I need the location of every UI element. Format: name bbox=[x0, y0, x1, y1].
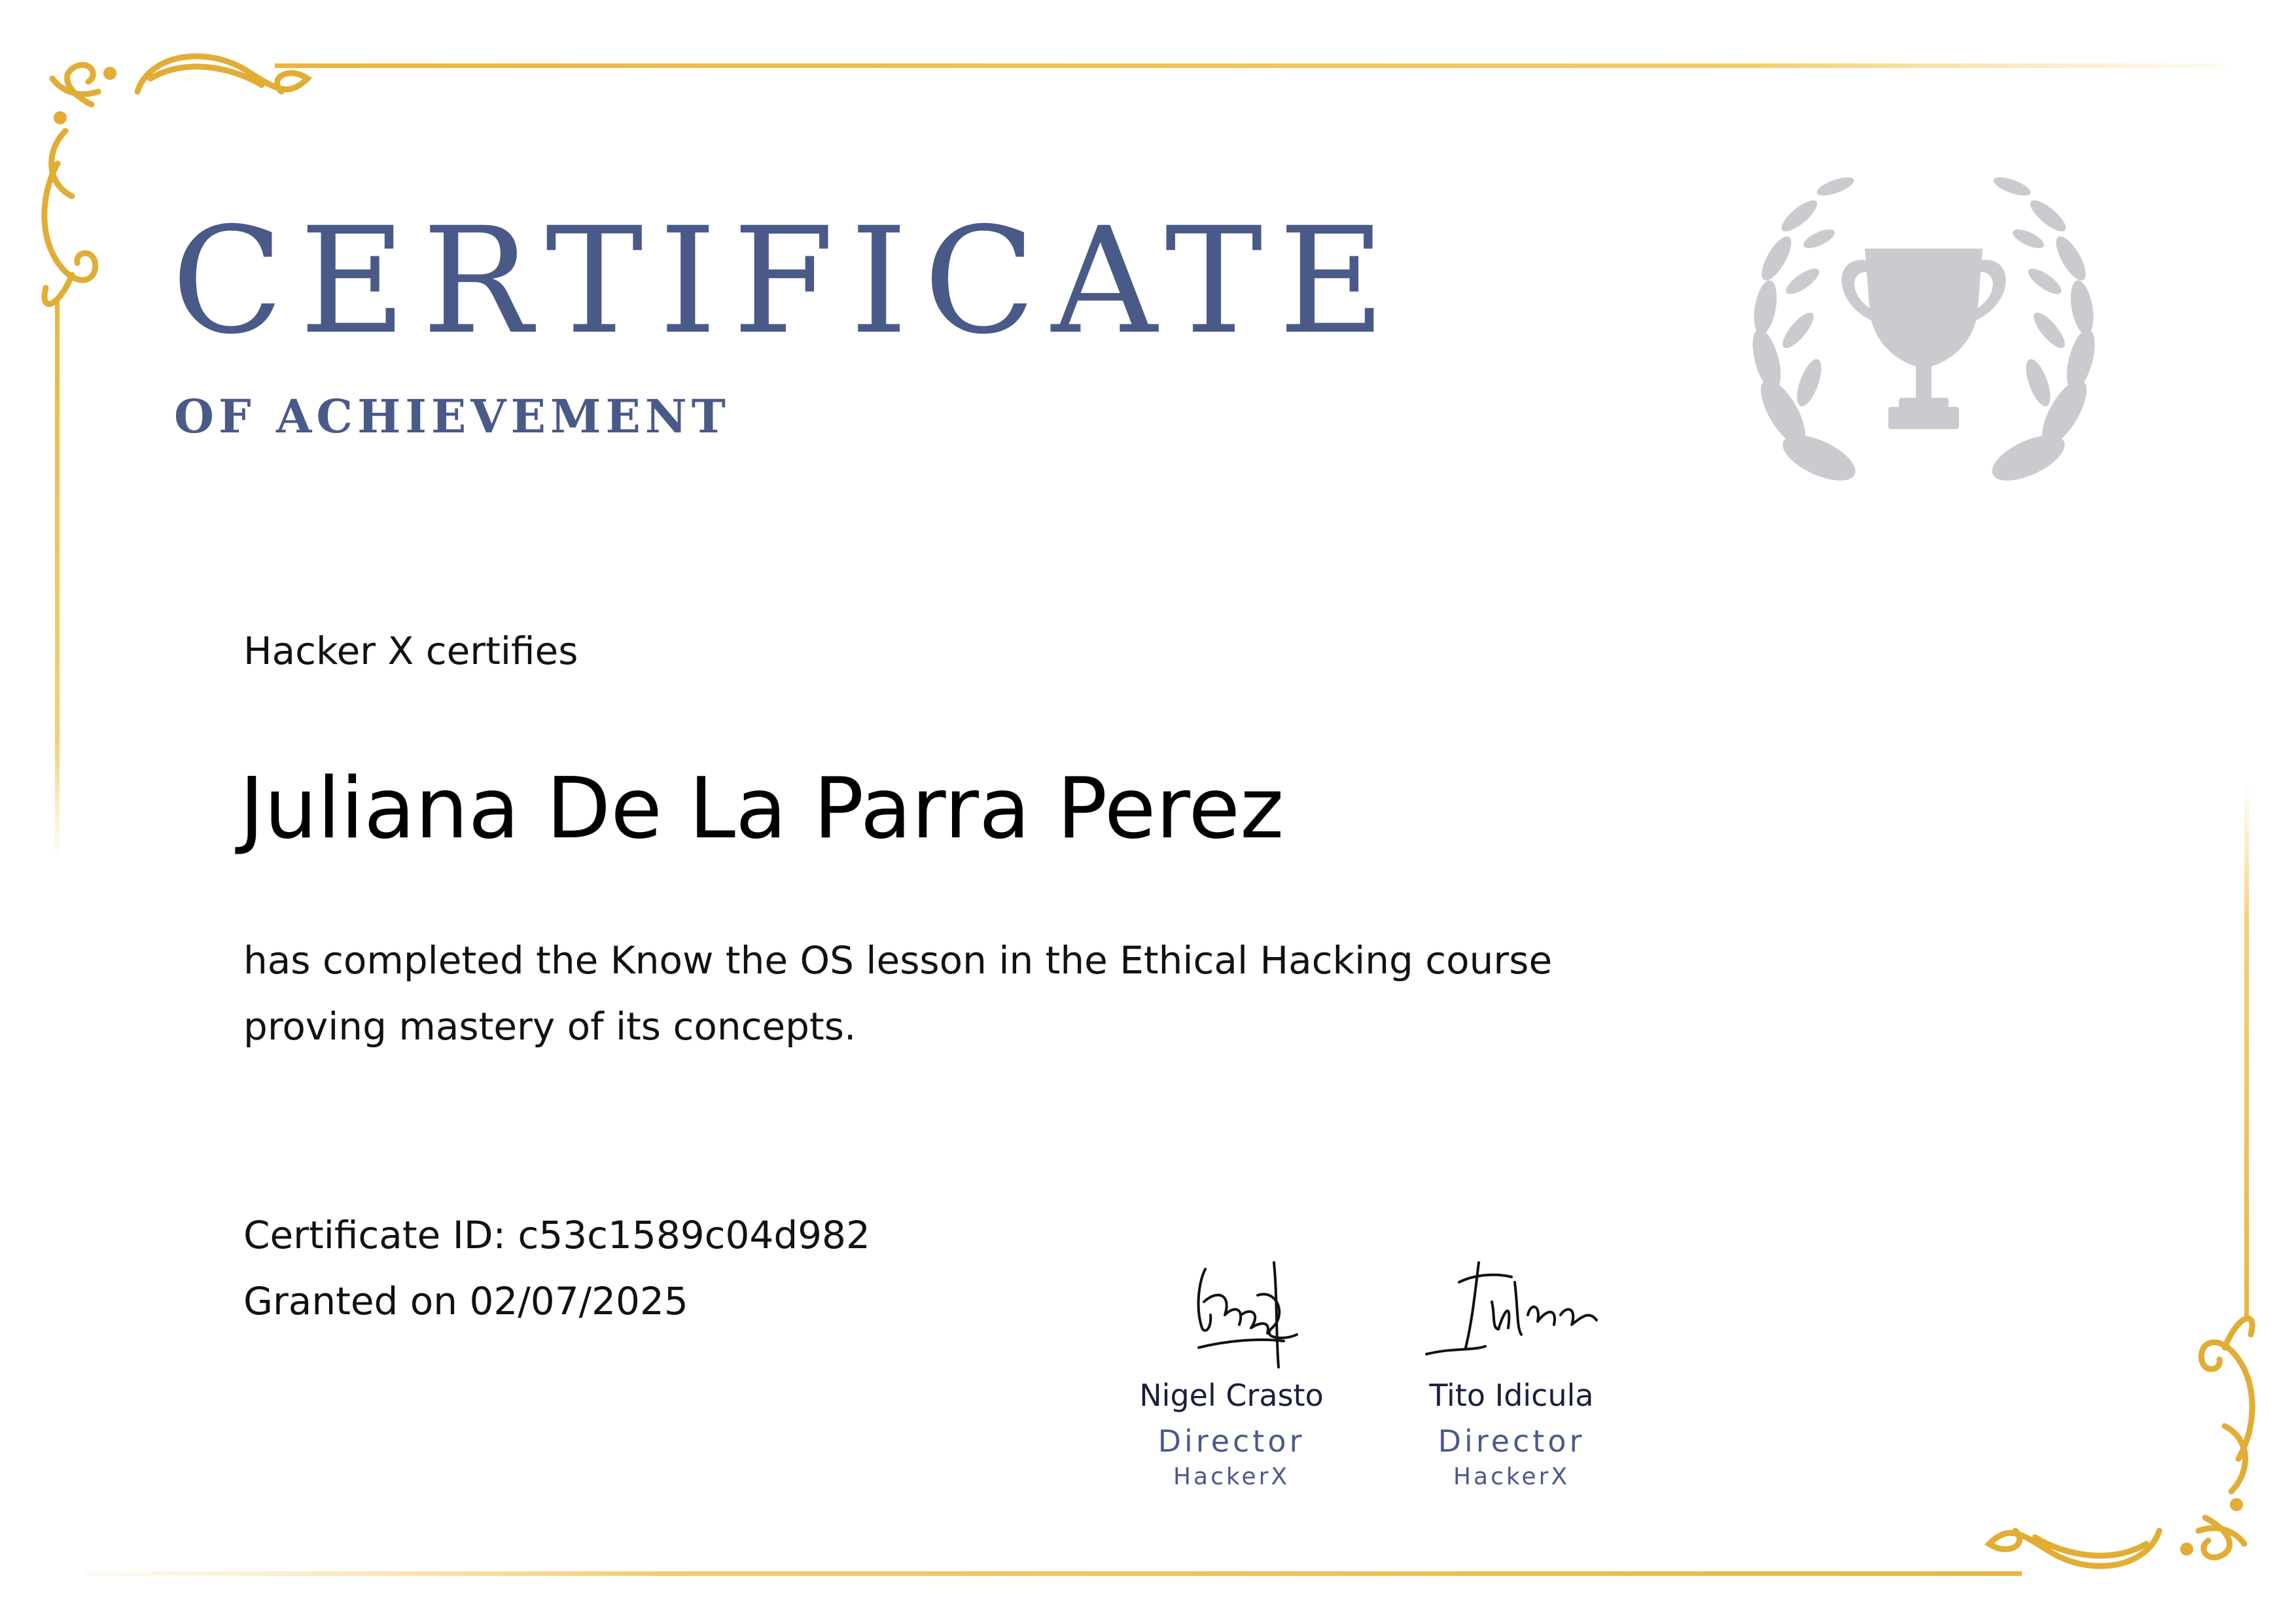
frame-bottom-line bbox=[85, 1571, 2022, 1576]
achievement-description bbox=[243, 928, 1683, 1060]
frame-right-line bbox=[2244, 785, 2249, 1321]
frame-top-line bbox=[275, 63, 2225, 68]
certificate-subtitle: OF ACHIEVEMENT bbox=[174, 389, 730, 444]
signatory-role: Director bbox=[1157, 1423, 1305, 1459]
corner-ornament-bottom-right bbox=[1989, 1318, 2252, 1566]
granted-date: Granted on 02/07/2025 bbox=[243, 1279, 688, 1323]
signature-image bbox=[1400, 1243, 1623, 1380]
signatory-organization: HackerX bbox=[1453, 1463, 1570, 1490]
trophy-laurel-icon bbox=[1721, 150, 2127, 504]
certificate-title: CERTIFICATE bbox=[171, 196, 1402, 366]
signature-image bbox=[1120, 1243, 1343, 1380]
certificate-id: Certificate ID: c53c1589c04d982 bbox=[243, 1213, 870, 1257]
certificate-meta bbox=[243, 1202, 870, 1335]
signatory-block bbox=[1374, 1243, 1649, 1489]
signatory-name: Nigel Crasto bbox=[1139, 1378, 1324, 1413]
signatory-organization: HackerX bbox=[1173, 1463, 1290, 1490]
frame-left-line bbox=[55, 301, 60, 857]
recipient-name: Juliana De La Parra Perez bbox=[239, 760, 1284, 858]
signatory-role: Director bbox=[1438, 1423, 1585, 1459]
description-line: has completed the Know the OS lesson in the Ethical Hacking course bbox=[243, 938, 1553, 983]
issuer-line: Hacker X certifies bbox=[243, 629, 578, 673]
signatory-name: Tito Idicula bbox=[1429, 1378, 1594, 1413]
description-line: proving mastery of its concepts. bbox=[243, 1004, 857, 1049]
signatory-block bbox=[1094, 1243, 1369, 1489]
